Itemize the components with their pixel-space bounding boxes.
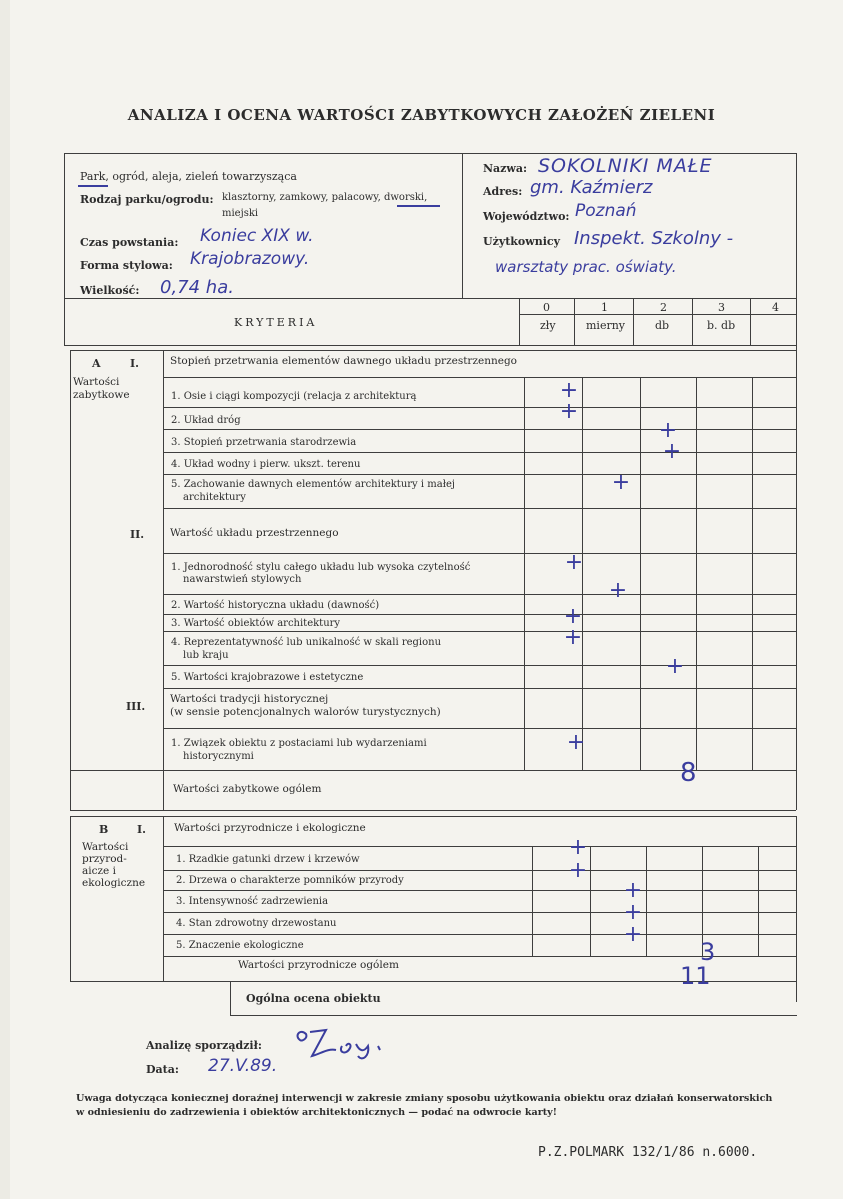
section-a-roman-1: I. bbox=[130, 357, 139, 370]
forma-label: Forma stylowa: bbox=[80, 259, 173, 272]
section-b-total-value: 3 bbox=[700, 938, 716, 966]
mark-a2-1: + bbox=[564, 550, 584, 575]
wojewodztwo-label: Województwo: bbox=[483, 210, 570, 223]
czas-value: Koniec XIX w. bbox=[200, 226, 314, 246]
mark-a2-3: + bbox=[563, 604, 583, 629]
group-a2-title: Wartość układu przestrzennego bbox=[170, 527, 339, 539]
criterion-a1-2: 2. Układ dróg bbox=[171, 415, 241, 426]
overall-label: Ogólna ocena obiektu bbox=[246, 992, 381, 1005]
criterion-b1-1: 1. Rzadkie gatunki drzew i krzewów bbox=[176, 854, 360, 865]
dworski-underline bbox=[397, 205, 440, 207]
czas-label: Czas powstania: bbox=[80, 236, 179, 249]
mark-a2-5: + bbox=[665, 654, 685, 679]
criterion-a1-4: 4. Układ wodny i pierw. ukszt. terenu bbox=[171, 459, 361, 470]
section-b-name-2: przyrod- bbox=[82, 853, 127, 865]
mark-b1-2: + bbox=[568, 858, 588, 883]
mark-a1-5: + bbox=[611, 470, 631, 495]
group-a3-title-1: Wartości tradycji historycznej bbox=[170, 693, 329, 705]
criterion-b1-4: 4. Stan zdrowotny drzewostanu bbox=[176, 918, 337, 929]
criterion-a1-5: 5. Zachowanie dawnych elementów architektury i małej bbox=[171, 479, 455, 490]
criterion-b1-3: 3. Intensywność zadrzewienia bbox=[176, 896, 329, 907]
criterion-b1-5: 5. Znaczenie ekologiczne bbox=[176, 940, 304, 951]
mark-b1-3: + bbox=[623, 878, 643, 903]
mark-b1-5: + bbox=[623, 922, 643, 947]
rodzaj-options-2: miejski bbox=[222, 208, 259, 219]
section-a-name-1: Wartości bbox=[73, 376, 120, 388]
mark-a2-4: + bbox=[563, 625, 583, 650]
section-a-total-label: Wartości zabytkowe ogólem bbox=[173, 783, 322, 795]
note-line-1: Uwaga dotycząca koniecznej doraźnej interwencji w zakresie zmiany sposobu użytkowania obiektu oraz działań konserwatorskich bbox=[76, 1093, 773, 1104]
scale-label-zly: zły bbox=[540, 319, 556, 332]
section-a-total-value: 8 bbox=[680, 758, 697, 788]
scale-label-mierny: mierny bbox=[586, 319, 626, 332]
rodzaj-label: Rodzaj parku/ogrodu: bbox=[80, 193, 214, 206]
rodzaj-options: klasztorny, zamkowy, palacowy, dworski, bbox=[222, 192, 428, 203]
criterion-a1-3: 3. Stopień przetrwania starodrzewia bbox=[171, 437, 357, 448]
section-b-total-label: Wartości przyrodnicze ogólem bbox=[238, 959, 399, 971]
criterion-a1-5b: architektury bbox=[183, 492, 246, 503]
scale-num-0: 0 bbox=[543, 301, 550, 314]
uzytkownicy-label: Użytkownicy bbox=[483, 235, 561, 248]
scale-num-4: 4 bbox=[772, 301, 779, 314]
scale-num-1: 1 bbox=[601, 301, 608, 314]
section-a-code: A bbox=[92, 357, 101, 370]
mark-a1-4: + bbox=[662, 439, 682, 464]
criterion-a1-1: 1. Osie i ciągi kompozycji (relacja z architekturą bbox=[171, 391, 417, 402]
park-type-label: Park, ogród, aleja, zieleń towarzysząca bbox=[80, 170, 297, 183]
uzytkownicy-value-1: Inspekt. Szkolny - bbox=[574, 228, 734, 249]
wojewodztwo-value: Poznań bbox=[575, 201, 637, 221]
date-label: Data: bbox=[146, 1063, 179, 1076]
mark-b1-4: + bbox=[623, 900, 643, 925]
section-a-roman-3: III. bbox=[126, 700, 146, 713]
section-b-name-1: Wartości bbox=[82, 841, 129, 853]
uzytkownicy-value-2: warsztaty prac. oświaty. bbox=[495, 258, 677, 276]
adres-label: Adres: bbox=[483, 185, 523, 198]
criterion-b1-2: 2. Drzewa o charakterze pomników przyrody bbox=[176, 875, 404, 886]
overall-value: 11 bbox=[680, 962, 711, 990]
forma-value: Krajobrazowy. bbox=[190, 249, 310, 269]
mark-a1-1: + bbox=[559, 378, 579, 403]
scale-num-3: 3 bbox=[718, 301, 725, 314]
criterion-a2-1b: nawarstwień stylowych bbox=[183, 574, 302, 585]
date-value: 27.V.89. bbox=[208, 1056, 278, 1076]
section-a-roman-2: II. bbox=[130, 528, 145, 541]
criterion-a2-2: 2. Wartość historyczna układu (dawność) bbox=[171, 600, 380, 611]
kryteria-heading: KRYTERIA bbox=[234, 316, 318, 329]
analyst-label: Analizę sporządził: bbox=[146, 1039, 262, 1052]
nazwa-value: SOKOLNIKI MAŁE bbox=[538, 155, 713, 177]
form-title: ANALIZA I OCENA WARTOŚCI ZABYTKOWYCH ZAŁOŻEŃ ZIELENI bbox=[127, 106, 716, 124]
mark-a2-2: + bbox=[608, 578, 628, 603]
criterion-a2-1: 1. Jednorodność stylu całego układu lub wysoka czytelność bbox=[171, 562, 471, 573]
park-underline bbox=[78, 185, 108, 187]
note-line-2: w odniesieniu do zadrzewienia i obiektów architektonicznych — podać na odwrocie karty! bbox=[76, 1107, 557, 1118]
scale-num-2: 2 bbox=[660, 301, 667, 314]
group-b1-title: Wartości przyrodnicze i ekologiczne bbox=[174, 822, 366, 834]
criterion-a3-1: 1. Związek obiektu z postaciami lub wydarzeniami bbox=[171, 738, 427, 749]
section-b-name-4: ekologiczne bbox=[82, 877, 146, 889]
section-b-code: B bbox=[99, 823, 109, 836]
nazwa-label: Nazwa: bbox=[483, 162, 528, 175]
mark-a1-2: + bbox=[559, 399, 579, 424]
criterion-a2-5: 5. Wartości krajobrazowe i estetyczne bbox=[171, 672, 364, 683]
wielkosc-label: Wielkość: bbox=[80, 284, 140, 297]
criterion-a2-4b: lub kraju bbox=[183, 650, 229, 661]
adres-value: gm. Kaźmierz bbox=[530, 177, 653, 198]
analyst-signature bbox=[290, 1022, 400, 1067]
criterion-a2-3: 3. Wartość obiektów architektury bbox=[171, 618, 341, 629]
printer-imprint: P.Z.POLMARK 132/1/86 n.6000. bbox=[538, 1145, 758, 1160]
mark-a1-3: + bbox=[658, 418, 678, 443]
wielkosc-value: 0,74 ha. bbox=[160, 277, 234, 298]
scale-label-bdb: b. db bbox=[707, 319, 736, 332]
criterion-a2-4: 4. Reprezentatywność lub unikalność w skali regionu bbox=[171, 637, 442, 648]
group-a3-title-2: (w sensie potencjonalnych walorów turystycznych) bbox=[170, 706, 441, 718]
scale-label-db: db bbox=[655, 319, 670, 332]
mark-a3-1: + bbox=[566, 730, 586, 755]
criterion-a3-1b: historycznymi bbox=[183, 751, 254, 762]
mark-b1-1: + bbox=[568, 835, 588, 860]
section-a-name-2: zabytkowe bbox=[73, 389, 130, 401]
section-b-roman: I. bbox=[137, 823, 146, 836]
section-b-name-3: aicze i bbox=[82, 865, 116, 877]
group-a1-title: Stopień przetrwania elementów dawnego układu przestrzennego bbox=[170, 355, 517, 367]
